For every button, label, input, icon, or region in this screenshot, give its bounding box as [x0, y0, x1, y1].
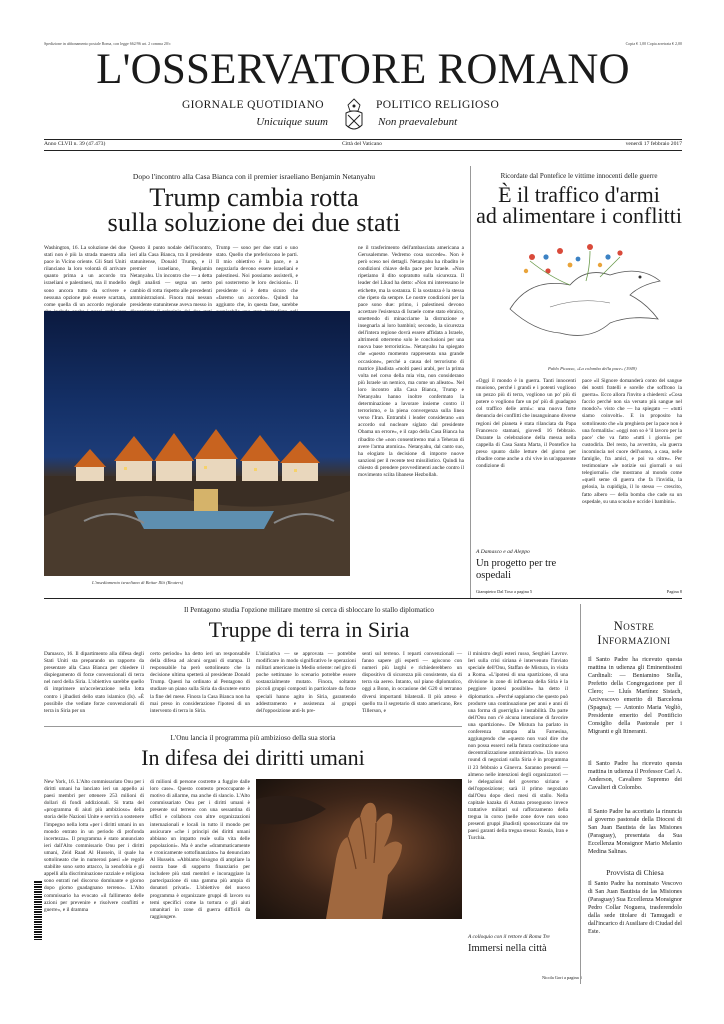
- lead-column-1: Washington, 16. La soluzione dei due stati non è più la strada maestra alla pace in Vicino oriente. Gli Stati Uniti rilanciano la loro volontà di arrivare quanto prima a un accordo tra israeliani e palestinesi, ma il modello sono ancora tutto da scrivere e nessuna opzione può essere scartata, come quella di un accordo regionale: [44, 245, 126, 308]
- pope-headline-2: ad alimentare i conflitti: [476, 203, 682, 228]
- nostre-paragraph-4-title: Provvista di Chiesa: [606, 868, 664, 877]
- nostre-title-2: Informazioni: [597, 633, 671, 647]
- lead-column-3: Trump — sono per due stati o uno stato. Quello che preferiscono le parti. Il mio obiettivo è la pace, e a negoziarla devono essere israeliani e palestinesi. Noi possiamo assisterli, e poi sosterremo le loro decisioni». Il presidente si è detto sicuro che «faremo un accordo». Quindi ha aggiunto che, in questa fase, sarebbe: [216, 245, 298, 308]
- hand-photo: [256, 779, 462, 919]
- hospitals-credit: Giampietro Dal Toso a pagina 5: [476, 589, 533, 594]
- onu-kicker: L'Onu lancia il programma più ambizioso della sua storia: [170, 734, 336, 742]
- subtitle-right: POLITICO RELIGIOSO: [376, 99, 500, 111]
- onu-column-2: di milioni di persone costrette a fuggire dalle loro case». Questo contesto preoccupante è motivo di allarme, ma anche di slancio. L'Alto commissariato Onu per i diritti umani è presente sul terreno con una sessantina di uffici e collabora con altre organizzazioni internazionali e locali in tutto il mondo per assicurare «che i principi dei diritti umani abbiano un impatto reale sulla vita delle popolazioni». Ma è anche «drammaticamente e cronicamente sottofinanziato» ha denunciato Al Hussein. «Abbiamo bisogno di ampliare la nostra base di supporto finanziario per includere più stati membri e incoraggiare la partecipazione di una gamma più ampia di donatori privati». L'obiettivo del nuovo programma è organizzare gruppi di lavoro su temi specifici come la tortura o gli aiuti umanitari in zone di guerra difficili da raggiungere.: [150, 779, 250, 920]
- immersi-credit: Nicola Gori a pagina 5: [542, 975, 582, 980]
- subtitle-left: GIORNALE QUOTIDIANO: [181, 99, 324, 111]
- price-notice: Copia € 1,00 Copia arretrata € 2,00: [625, 41, 682, 46]
- immersi-kicker: A colloquio con il rettore di Roma Tre: [468, 934, 550, 940]
- immersi-headline: Immersi nella città: [468, 943, 547, 954]
- lead-column-4: ne il trasferimento dell'ambasciata americana a Gerusalemme. Vedremo cosa succede». Non è però sceso nei dettagli. Netanyahu ha ribadito le condizioni chiave della pace per Israele. «Non ripetiamo il dito sopratutto sulla sicurezza. Il leader del Likud ha detto: «Non mi interessano le etichette, ma la sostanza. E la sostanza è la stessa che ripeto da sempre. Le nostre condizioni per la pace sono due: primo, i palestinesi devono accettare l'esistenza di Israele come stato ebraico, smettendo di minacciarne la distruzione e insegnarla ai loro bambini; secondo, la sicurezza dell'intera regione dovrà essere affidata a Israele, altrimenti otterremo solo le conclusioni per una nuova base terroristica». Netanyahu ha spiegato che «questo momento rappresenta una grande occasione», perché a causa del terrorismo di matrice jihadista «molti paesi arabi, per la prima volta nel corso della mia vita, non considerano più Israele un nemico, ma come un alleato». Nel loro incontro alla Casa Bianca, Trump e Netanyahu hanno inoltre confermato la determinazione a lavorare insieme contro il terrorismo, e la piena convergenza sulla linea verso l'Iran. Entrambi i leader considerano «un accordo sul nucleare siglato dal presidente Obama un errore», e il capo della Casa Bianca ha ribadito che «non consentiremo mai a Teheran di avere l'arma atomica». Netanyahu, dal canto suo, ha elogiato la decisione di imporre nuove sanzioni per il recente test missilistico. Quindi ha chiesto di prendere provvedimenti anche contro il movimento sciita libanese Hezbollah.: [358, 245, 464, 478]
- syria-headline: Truppe di terra in Siria: [208, 617, 410, 642]
- syria-column-4: senti sul terreno. I reparti convenzionali — fanno sapere gli esperti — agiscono con numeri più larghi e richiederebbero un dispositivo di sicurezza più consistente, sia di terra sia aereo. Intanto, sul piano diplomatico, oggi a Bonn, in occasione del G20 si terranno diversi importanti bilaterali. Il più atteso è quello tra il segretario di stato americano, Rex Tillerson, e: [362, 651, 462, 714]
- issue-date: venerdì 17 febbraio 2017: [625, 141, 682, 147]
- page-reference: Pagina 8: [666, 589, 682, 594]
- syria-column-1: Damasco, 16. Il dipartimento alla difesa degli Stati Uniti sta preparando un rapporto da presentare alla Casa Bianca per chiedere il dispiegamento di forze convenzionali di terra nel nord della Siria. L'obiettivo sarebbe quello di imprimere un'accelerazione nella lotta contro i jihadisti dello stato islamico (Is). «È possibile che vediate forze convenzionali di terra in Siria per un: [44, 651, 144, 714]
- syria-column-3: L'iniziativa — se approvata — potrebbe modificare in modo significativo le operazioni militari americane in Medio oriente: nel giro di poche settimane lo scenario potrebbe essere sostanzialmente mutato. Finora, soltanto piccoli gruppi composti in particolare da forze speciali hanno agito in Siria, garantendo addestramento e assistenza ai gruppi dell'opposizione anti-Is pre-: [256, 651, 356, 714]
- syria-kicker: Il Pentagono studia l'opzione militare mentre si cerca di sbloccare lo stallo diplomatico: [184, 606, 434, 614]
- pope-column-2: pace «il Signore domanderà conto del sangue dei nostri fratelli e sorelle che soffrono la guerra». Ecco allora l'invito a chiedersi: «Cosa faccio perché non sia versato più sangue nel mondo?» visto che — ha spiegato — «tutti siamo coinvolti». E in proposito ha sottolineato che «la preghiera per la pace non è una formalità»: «oggi non so è 'il lavoro per la pace' che va fatto «tutti i giorni» per custodirla. Del resto, ha avvertito, «la guerra incomincia nel cuore dell'uomo, a casa, nelle famiglie, fra amici, e poi va oltre». Per testimoniare «le notizie sui giornali o sui telegiornali» che mostrano al mondo come «quell seme di guerra che fa l'invidia, la gelosia, la cupidigia, il lo stesso — crescito, fatto albero — della bomba che cade su un ospedale, su una scuola e uccide i bambini».: [582, 378, 682, 505]
- syria-column-2: certo periodo» ha detto ieri un responsabile della difesa ad alcuni organi di stampa. Il responsabile ha però sottolineato che la decisione ultima spetterà al presidente Donald Trump. Questi ha ordinato al Pentagono di studiare un piano sulla Siria da discutere entro la fine del mese. Finora la Casa Bianca non ha mai preso in considerazione l'ipotesi di un intervento di terra in Siria.: [150, 651, 250, 714]
- peace-dove-illustration: [490, 237, 680, 352]
- lead-column-2: Questo il punto nodale dell'incontro, ieri alla Casa Bianca, tra il presidente statunitense, Donald Trump, e il premier israeliano, Benjamin Netanyahu. Un incontro che — a detta degli analisti — segna un netto cambio di rotta rispetto alle precedenti amministrazioni. Finora mai nessun presidente statunitense aveva messo in: [130, 245, 212, 308]
- syria-column-5: il ministro degli esteri russo, Serghiei Lavrov. Ieri sulla crisi siriana è intervenuto l'inviato speciale dell'Onu, Staffan de Mistura, in visita a Roma. «L'ipotesi di una spartizione, di una divisione in zone di influenza della Siria è la peggiore ipotesi possibile» ha detto il diplomatico. «Perché sappiamo che questo può produrre una continuazione per anni e anni di una forma di guerriglia e instabilità. Da parte dell'Onu non c'è alcuna intenzione di favorire una spartizione». De Mistura ha parlato in conferenza stampa alla Farnesina, aggiungendo che «questo non vuol dire che non possa esserci nella futura costituzione una decentralizzazione amministrativa». Un nuovo round di negoziati sulla Siria è in programma il 23 febbraio a Ginevra. Saranno presenti — almeno nelle intenzioni degli organizzatori — le delegazioni del governo siriano e dell'opposizione; sarà il primo negoziato dall'Onu dopo dieci mesi di stallo. Nella capitale kazaka di Astana proseguono invece trattative militari sul rafforzamento della tregua in corso (nelle zone dove non sono presenti gruppi jihadisti) sponsorizzate dai tre paesi garanti della tregua stessa: Russia, Iran e Turchia.: [468, 651, 568, 842]
- motto-right: Non praevalebunt: [378, 116, 458, 128]
- hospitals-kicker: A Damasco e ad Aleppo: [476, 549, 530, 555]
- papal-coat-of-arms-icon: [336, 97, 372, 135]
- onu-column-1: New York, 16. L'Alto commissariato Onu per i diritti umani ha lanciato ieri un appello ai paesi membri per ottenere 253 milioni di dollari di fondi addizionali. Si tratta del «programma di aiuti più ambizioso» della storia delle Nazioni Unite e servirà a sostenere l'impegno nella lotta «per i diritti umani in un mondo entrato in un periodo di profonda incertezza». Il programma è stato annunciato ieri dall'Alto commissario Onu per i diritti umani, Zeid Raad Al Hussein, il quale ha sottolineato che in numerosi paesi «le regole stabilite sono sotto attacco, la xenofobia e gli appelli alla discriminazione razziale e religiosa sono entrati nel discorso dominante e giorno dopo giorno guadagnano terreno». L'Alto commissario ha evocato «il fallimento delle azioni per prevenire e risolvere conflitti e guerre», e il dramma: [44, 779, 144, 913]
- barcode: [34, 880, 42, 940]
- pope-headline-1: È il traffico d'armi: [498, 182, 660, 207]
- hospitals-headline: Un progetto per tre ospedali: [476, 558, 557, 581]
- dove-caption: Pablo Picasso, «La colomba della pace» (1949): [548, 366, 637, 371]
- motto-left: Unicuique suum: [256, 116, 328, 128]
- lead-headline-2: sulla soluzione dei due stati: [107, 207, 401, 237]
- postal-notice: Spedizione in abbonamento postale Roma, con legge 662/96 art. 2 comma 20/c: [44, 41, 171, 46]
- nostre-paragraph-2: Il Santo Padre ha ricevuto questa mattina in udienza il Professor Carl A. Anderson, Cavaliere Supremo dei Cavalieri di Colombo.: [588, 761, 682, 791]
- newspaper-title: L'OSSERVATORE ROMANO: [96, 46, 630, 93]
- settlement-photo: [44, 311, 350, 576]
- lead-headline-1: Trump cambia rotta: [149, 182, 359, 212]
- nostre-paragraph-3: Il Santo Padre ha accettato la rinuncia al governo pastorale della Diocesi di San Juan Bautista de las Misiones (Paraguay), presentata da Sua Eccellenza Monsignor Mario Melanio Medina Salinas.: [588, 809, 682, 855]
- nostre-paragraph-1: Il Santo Padre ha ricevuto questa mattina in udienza gli Eminentissimi Cardinali: — Beniamino Stella, Prefetto della Congregazione per il Clero; — Lluís Martínez Sistach, Arcivescovo emerito di Barcelona (Spagna); — Antonio Maria Vegliò, Presidente emerito del Pontificio Consiglio della Pastorale per i Migranti e gli Itineranti.: [588, 657, 682, 735]
- lead-kicker: Dopo l'incontro alla Casa Bianca con il premier israeliano Benjamin Netanyahu: [132, 172, 376, 181]
- nostre-paragraph-4: Il Santo Padre ha nominato Vescovo di San Juan Bautista de las Misiones (Paraguay) Sua Eccellenza Monsignor Pedro Collar Noguera, trasferendolo dalla sede titolare di Tamugadi e dall'incarico di Ausiliare di Ciudad del Este.: [588, 881, 683, 935]
- onu-headline: In difesa dei diritti umani: [141, 745, 365, 770]
- pope-column-1: «Oggi il mondo è in guerra. Tanti innocenti muoiono, perché i grandi e i potenti vogliono un pezzo più di terra, vogliono un po' più di potere o vogliono fare un po' più di guadagno col traffico delle armi»: una nuova forte denuncia dei conflitti che insanguinano diverse regioni del pianeta è stata rilanciata da Papa Francesco stamani, giovedì 16 febbraio. Durante la celebrazione della messa nella cappella di Casa Santa Marta, il Pontefice ha preso spunto dalle letture del giorno per ribadire come anche a chi vive in un'apparente condizione di: [476, 378, 576, 470]
- issue-number: Anno CLVII n. 39 (47.473): [44, 141, 106, 147]
- lead-photo-caption: L'insediamento israeliano di Beitar Illit (Reuters): [92, 580, 184, 585]
- nostre-title-1: Nostre: [613, 619, 655, 633]
- pope-kicker: Ricordate dal Pontefice le vittime innocenti delle guerre: [500, 172, 658, 180]
- city: Città del Vaticano: [342, 141, 382, 147]
